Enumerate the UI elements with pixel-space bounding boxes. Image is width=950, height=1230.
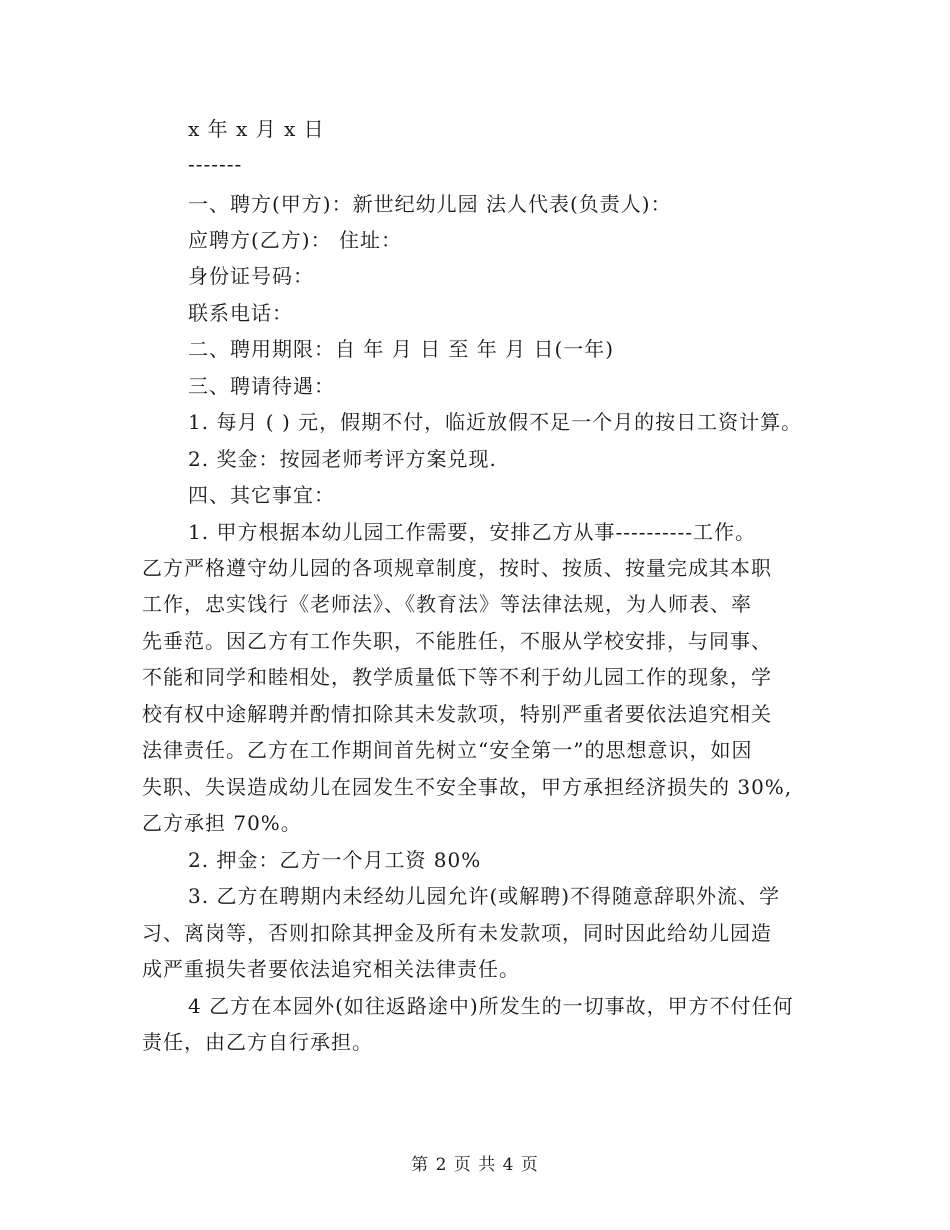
term-line: 二、聘用期限：自 年 月 日 至 年 月 日(一年) [188,337,615,361]
party-b-line: 应聘方(乙方)： 住址： [188,228,402,252]
paragraph-line: 习、离岗等，否则扣除其押金及所有未发款项，同时因此给幼儿园造 [142,921,772,945]
paragraph-line: 不能和同学和睦相处，教学质量低下等不利于幼儿园工作的现象，学 [142,665,772,689]
paragraph-line: 责任，由乙方自行承担。 [142,1030,373,1054]
paragraph-line: 工作，忠实饯行《老师法》、《教育法》等法律法规，为人师表、率 [142,592,752,616]
paragraph-line: 失职、失误造成幼儿在园发生不安全事故，甲方承担经济损失的 30%, [142,775,793,799]
phone-line: 联系电话： [188,301,293,325]
section-four-heading: 四、其它事宜： [188,483,335,507]
paragraph-line: 乙方严格遵守幼儿园的各项规章制度，按时、按质、按量完成其本职 [142,556,772,580]
salary-line: 1. 每月 ( ) 元，假期不付，临近放假不足一个月的按日工资计算。 [188,410,803,434]
section-three-heading: 三、聘请待遇： [188,374,335,398]
paragraph-line: 乙方承担 70%。 [142,811,302,835]
id-number-line: 身份证号码： [188,264,314,288]
paragraph-line: 4 乙方在本园外(如往返路途中)所发生的一切事故，甲方不付任何 [188,994,794,1018]
paragraph-line: 1. 甲方根据本幼儿园工作需要，安排乙方从事----------工作。 [188,520,757,544]
party-a-line: 一、聘方(甲方)：新世纪幼儿园 法人代表(负责人)： [188,192,672,216]
paragraph-line: 成严重损失者要依法追究相关法律责任。 [142,957,520,981]
paragraph-line: 法律责任。乙方在工作期间首先树立“安全第一”的思想意识，如因 [142,738,753,762]
deposit-line: 2. 押金：乙方一个月工资 80% [188,848,482,872]
bonus-line: 2. 奖金：按园老师考评方案兑现. [188,447,497,471]
date-line: x 年 x 月 x 日 [188,117,325,141]
page-number: 第 2 页 共 4 页 [411,1155,539,1175]
paragraph-line: 校有权中途解聘并酌情扣除其未发款项，特别严重者要依法追究相关 [142,702,772,726]
paragraph-line: 先垂范。因乙方有工作失职，不能胜任，不服从学校安排，与同事、 [142,629,772,653]
separator-line: ------- [188,152,243,176]
paragraph-line: 3. 乙方在聘期内未经幼儿园允许(或解聘)不得随意辞职外流、学 [188,884,781,908]
